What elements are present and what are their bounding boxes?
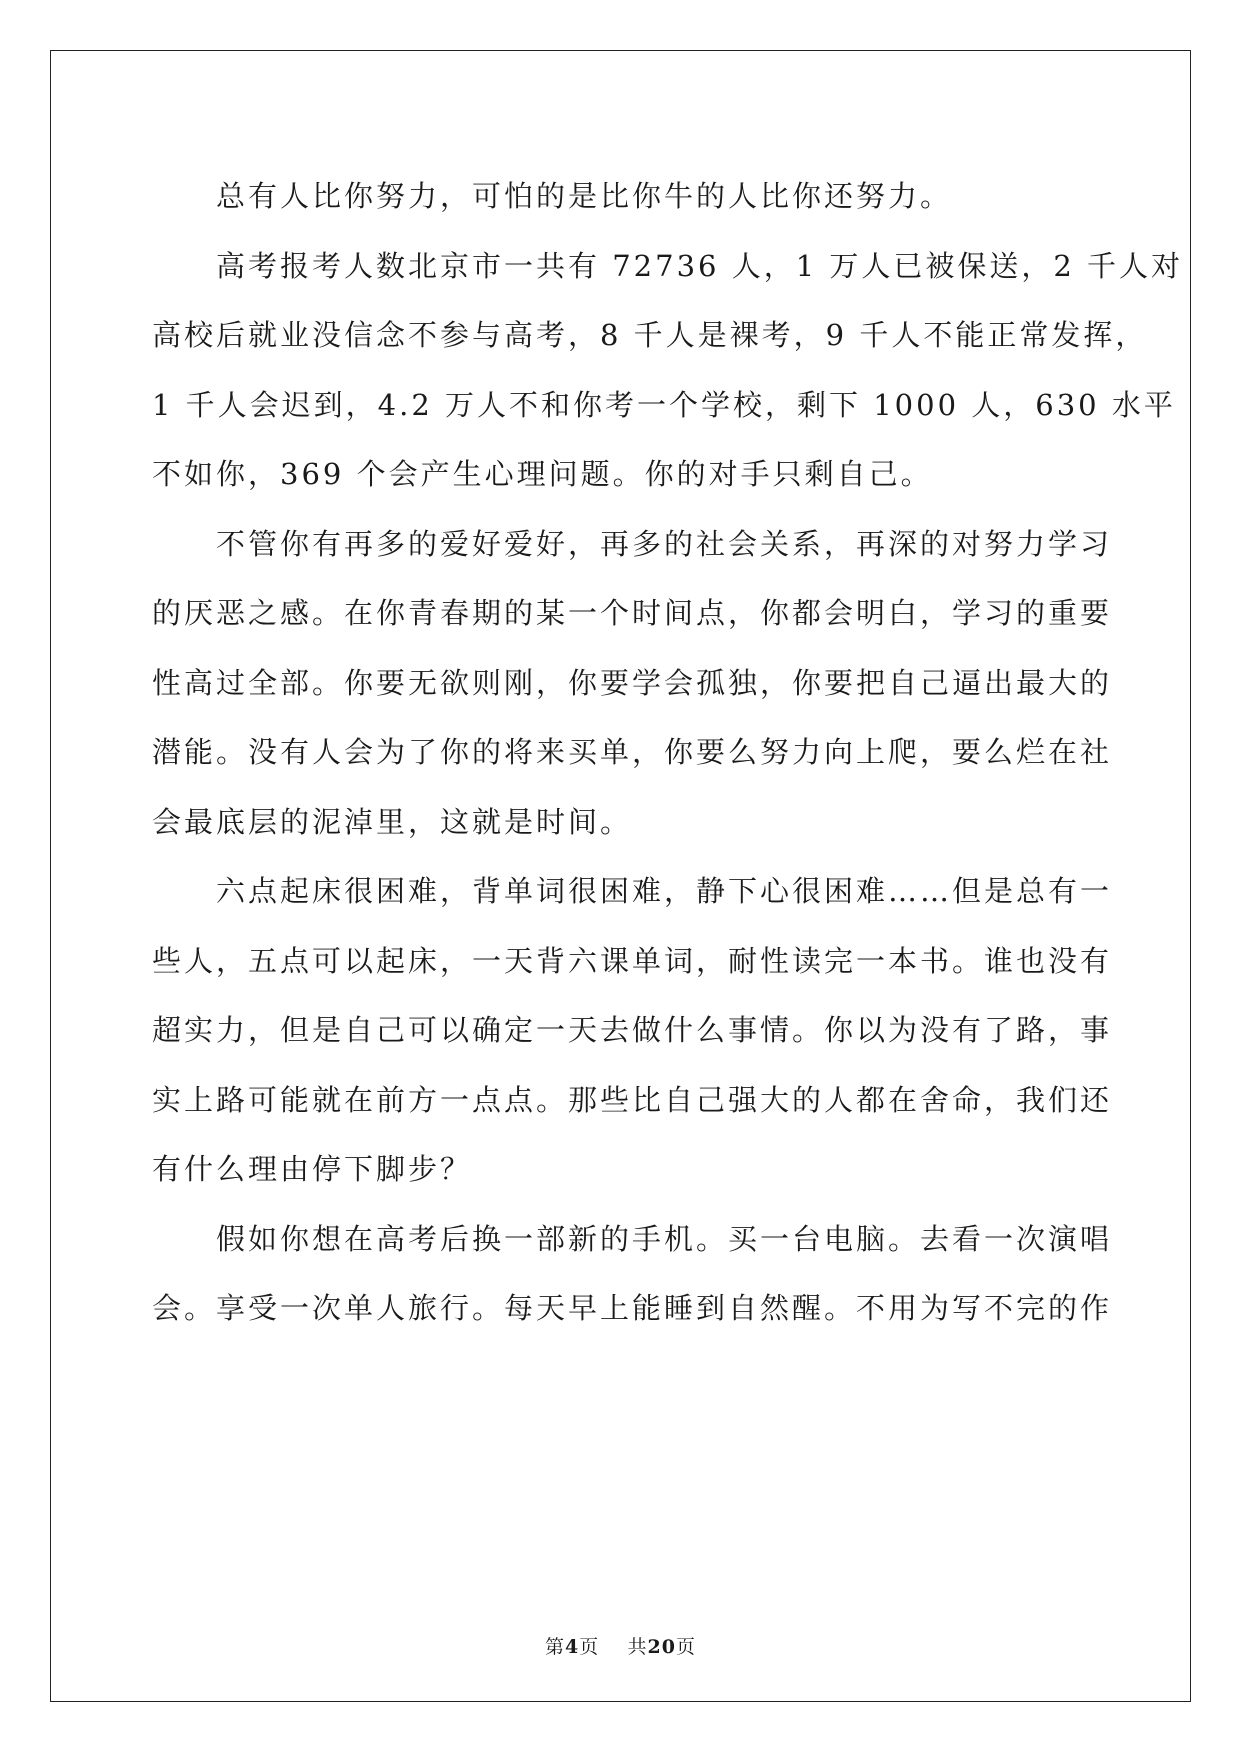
text-line: 不管你有再多的爱好爱好，再多的社会关系，再深的对努力学习 bbox=[152, 526, 1113, 561]
text-line: 的厌恶之感。在你青春期的某一个时间点，你都会明白，学习的重要 bbox=[152, 596, 1113, 630]
text-line: 高校后就业没信念不参与高考，8 千人是裸考，9 千人不能正常发挥， bbox=[152, 318, 1148, 352]
text-line: 总有人比你努力，可怕的是比你牛的人比你还努力。 bbox=[152, 179, 953, 213]
text-line: 假如你想在高考后换一部新的手机。买一台电脑。去看一次演唱 bbox=[152, 1221, 1113, 1256]
document-body bbox=[152, 162, 1184, 1344]
text-line: 会。享受一次单人旅行。每天早上能睡到自然醒。不用为写不完的作 bbox=[152, 1291, 1113, 1325]
text-line: 性高过全部。你要无欲则刚，你要学会孤独，你要把自己逼出最大的 bbox=[152, 665, 1113, 700]
text-line: 有什么理由停下脚步？ bbox=[152, 1152, 473, 1186]
page-footer bbox=[0, 1632, 1241, 1659]
text-line: 潜能。没有人会为了你的将来买单，你要么努力向上爬，要么烂在社 bbox=[152, 735, 1113, 769]
text-line: 超实力，但是自己可以确定一天去做什么事情。你以为没有了路，事 bbox=[152, 1013, 1113, 1047]
text-line: 实上路可能就在前方一点点。那些比自己强大的人都在舍命，我们还 bbox=[152, 1082, 1113, 1117]
text-line: 高考报考人数北京市一共有 72736 人，1 万人已被保送，2 千人对 bbox=[152, 248, 1184, 283]
text-line: 不如你，369 个会产生心理问题。你的对手只剩自己。 bbox=[152, 457, 933, 491]
text-line: 1 千人会迟到，4.2 万人不和你考一个学校，剩下 1000 人，630 水平 bbox=[152, 387, 1176, 422]
text-line: 六点起床很困难，背单词很困难，静下心很困难……但是总有一 bbox=[152, 874, 1113, 908]
footer-page-suffix: 页 bbox=[579, 1636, 600, 1658]
footer-total-suffix: 页 bbox=[675, 1636, 696, 1658]
footer-total-prefix: 共 bbox=[627, 1636, 648, 1658]
footer-page-number: 4 bbox=[565, 1636, 580, 1658]
footer-page-prefix: 第 bbox=[545, 1636, 566, 1658]
footer-total-pages: 20 bbox=[647, 1636, 676, 1658]
text-line: 会最底层的泥淖里，这就是时间。 bbox=[152, 804, 633, 839]
text-line: 些人，五点可以起床，一天背六课单词，耐性读完一本书。谁也没有 bbox=[152, 943, 1113, 978]
